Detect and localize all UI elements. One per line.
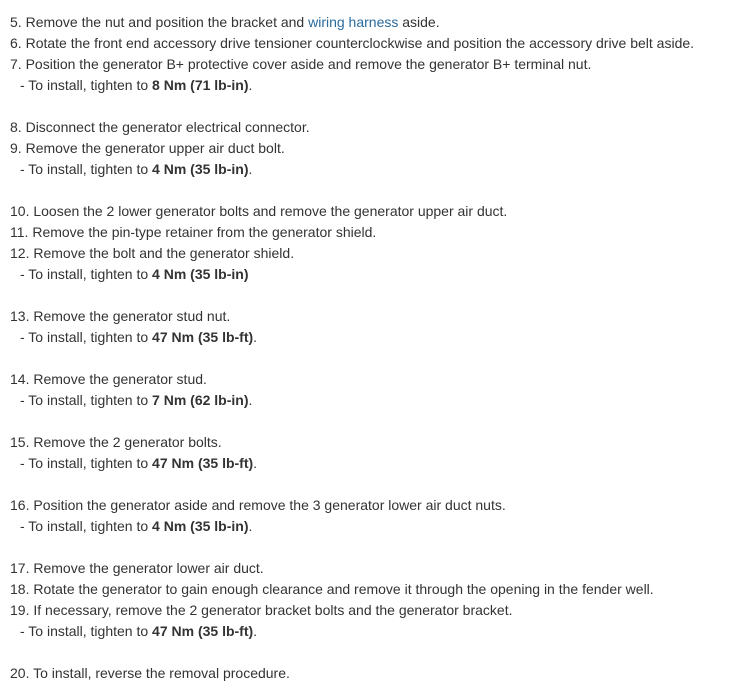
note-prefix: - To install, tighten to — [20, 392, 153, 408]
step-number: 18. — [10, 581, 30, 597]
note-suffix: . — [248, 77, 253, 93]
step-number: 8. — [10, 119, 22, 135]
step-text: If necessary, remove the 2 generator bracket bolts and the generator bracket. — [33, 602, 513, 618]
step-7 — [0, 54, 591, 74]
step-number: 20. — [10, 665, 30, 681]
step-14 — [0, 369, 207, 389]
step-text: Position the generator aside and remove the 3 generator lower air duct nuts. — [33, 497, 506, 513]
torque-note — [0, 621, 257, 641]
torque-value: 47 Nm (35 lb-ft) — [152, 455, 254, 471]
step-text: Rotate the generator to gain enough clearance and remove it through the opening in the fender well. — [33, 581, 654, 597]
note-suffix: . — [248, 161, 253, 177]
note-suffix: . — [253, 623, 258, 639]
step-number: 7. — [10, 56, 22, 72]
step-text: Remove the generator stud. — [33, 371, 207, 387]
step-text: Remove the bolt and the generator shield. — [33, 245, 295, 261]
step-19 — [0, 600, 512, 620]
step-text: Rotate the front end accessory drive tensioner counterclockwise and position the accessory drive belt aside. — [25, 35, 695, 51]
step-text: Remove the nut and position the bracket and — [25, 14, 309, 30]
torque-value: 4 Nm (35 lb-in) — [152, 266, 249, 282]
torque-note — [0, 327, 257, 347]
step-number: 15. — [10, 434, 30, 450]
note-prefix: - To install, tighten to — [20, 266, 153, 282]
step-text: To install, reverse the removal procedure. — [33, 665, 290, 681]
step-number: 9. — [10, 140, 22, 156]
note-prefix: - To install, tighten to — [20, 455, 153, 471]
note-prefix: - To install, tighten to — [20, 77, 153, 93]
step-text: Remove the generator upper air duct bolt. — [25, 140, 285, 156]
step-number: 17. — [10, 560, 30, 576]
step-text: Remove the 2 generator bolts. — [33, 434, 222, 450]
step-number: 14. — [10, 371, 30, 387]
step-text: Loosen the 2 lower generator bolts and remove the generator upper air duct. — [33, 203, 508, 219]
step-number: 11. — [10, 224, 29, 240]
torque-value: 7 Nm (62 lb-in) — [152, 392, 249, 408]
step-text: Remove the pin-type retainer from the generator shield. — [32, 224, 377, 240]
torque-note — [0, 264, 249, 284]
step-text: Remove the generator lower air duct. — [33, 560, 264, 576]
step-text: Disconnect the generator electrical connector. — [25, 119, 310, 135]
note-prefix: - To install, tighten to — [20, 518, 153, 534]
step-number: 19. — [10, 602, 30, 618]
note-prefix: - To install, tighten to — [20, 329, 153, 345]
step-number: 5. — [10, 14, 22, 30]
torque-value: 47 Nm (35 lb-ft) — [152, 329, 254, 345]
step-number: 10. — [10, 203, 30, 219]
torque-note — [0, 75, 252, 95]
step-text: aside. — [398, 14, 440, 30]
step-number: 13. — [10, 308, 30, 324]
note-suffix: . — [253, 455, 258, 471]
note-prefix: - To install, tighten to — [20, 161, 153, 177]
note-suffix: . — [248, 392, 253, 408]
torque-value: 4 Nm (35 lb-in) — [152, 161, 249, 177]
step-8 — [0, 117, 310, 137]
step-text: Position the generator B+ protective cover aside and remove the generator B+ terminal nut. — [25, 56, 592, 72]
step-6 — [0, 33, 694, 53]
torque-value: 4 Nm (35 lb-in) — [152, 518, 249, 534]
note-suffix: . — [248, 518, 253, 534]
note-suffix: . — [253, 329, 258, 345]
step-13 — [0, 306, 230, 326]
step-10 — [0, 201, 507, 221]
step-15 — [0, 432, 222, 452]
torque-note — [0, 390, 252, 410]
step-number: 6. — [10, 35, 22, 51]
torque-value: 47 Nm (35 lb-ft) — [152, 623, 254, 639]
wiring-harness-link[interactable]: wiring harness — [308, 14, 399, 30]
torque-note — [0, 159, 252, 179]
step-text: Remove the generator stud nut. — [33, 308, 231, 324]
step-9 — [0, 138, 285, 158]
torque-note — [0, 516, 252, 536]
step-number: 12. — [10, 245, 30, 261]
note-prefix: - To install, tighten to — [20, 623, 153, 639]
step-18 — [0, 579, 654, 599]
torque-note — [0, 453, 257, 473]
step-12 — [0, 243, 294, 263]
step-16 — [0, 495, 506, 515]
step-5 — [0, 12, 440, 32]
torque-value: 8 Nm (71 lb-in) — [152, 77, 249, 93]
step-17 — [0, 558, 264, 578]
step-11 — [0, 222, 376, 242]
step-number: 16. — [10, 497, 30, 513]
step-20 — [0, 663, 290, 683]
